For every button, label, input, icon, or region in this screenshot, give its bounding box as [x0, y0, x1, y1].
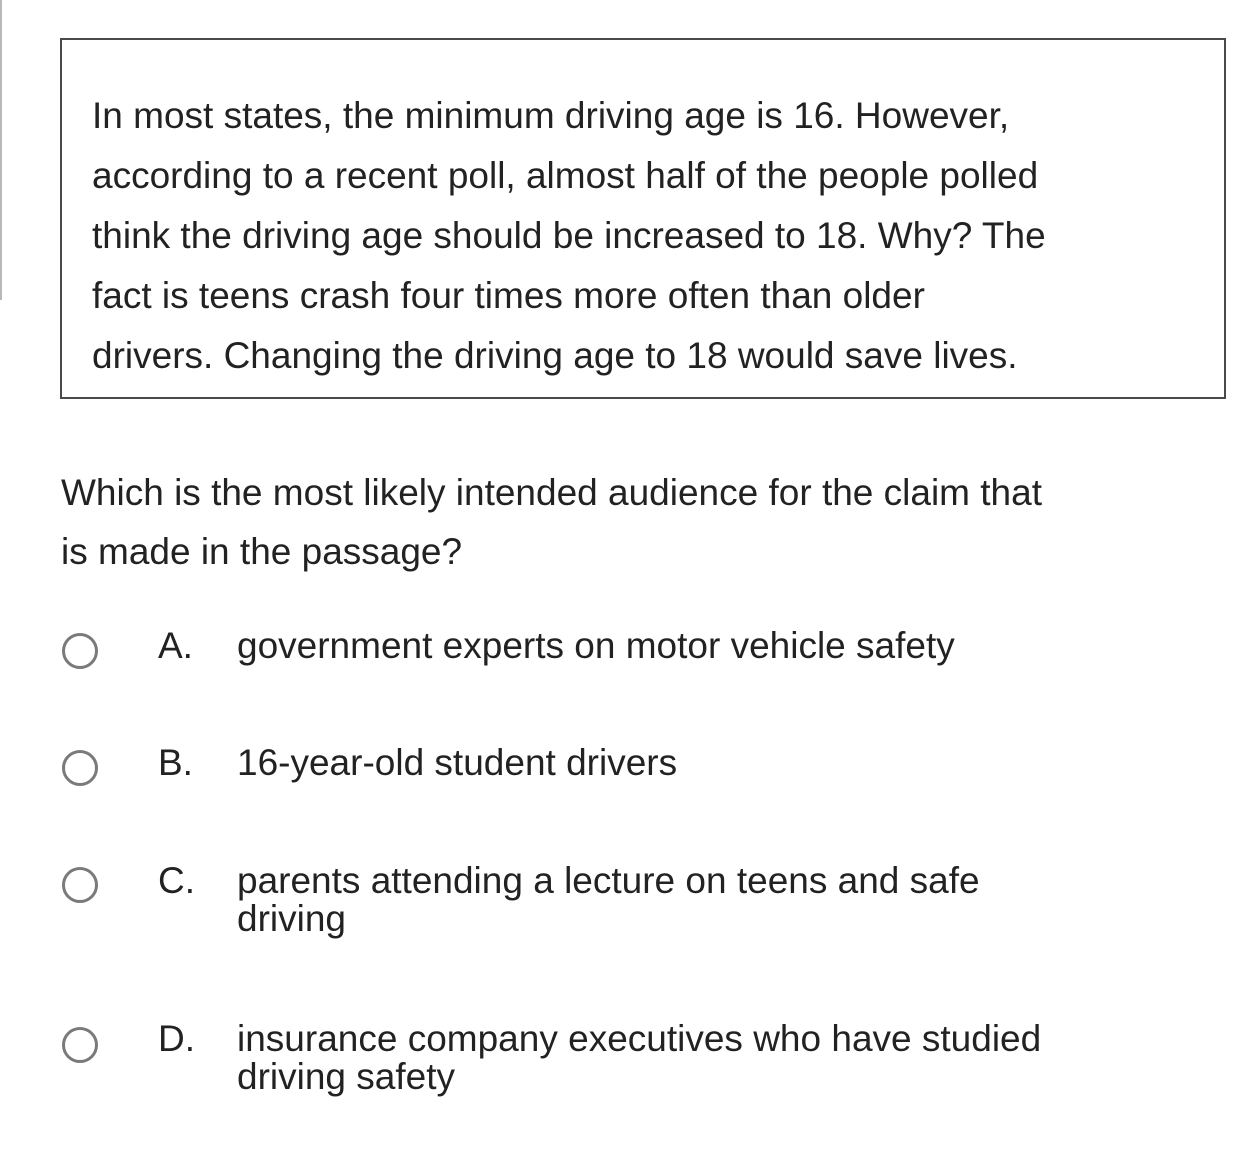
passage-line: according to a recent poll, almost half of the people polled — [92, 155, 1039, 196]
question-prompt — [61, 463, 1231, 581]
option-text: driving — [237, 898, 346, 939]
passage-line: fact is teens crash four times more often than older — [92, 275, 925, 316]
option-text: 16-year-old student drivers — [237, 742, 678, 783]
answer-option-a[interactable] — [62, 625, 1212, 675]
passage-line: In most states, the minimum driving age is 16. However, — [92, 95, 1010, 136]
option-letter: D. — [158, 1018, 195, 1059]
passage-line: think the driving age should be increased to 18. Why? The — [92, 215, 1046, 256]
radio-button-d[interactable] — [62, 1027, 98, 1063]
option-text: insurance company executives who have studied — [237, 1018, 1042, 1059]
radio-button-a[interactable] — [62, 633, 98, 669]
option-text: parents attending a lecture on teens and safe — [237, 860, 980, 901]
passage-line: drivers. Changing the driving age to 18 would save lives. — [92, 335, 1018, 376]
page-left-edge — [0, 0, 2, 300]
answer-option-b[interactable] — [62, 742, 1212, 792]
answer-option-d[interactable] — [62, 1018, 1212, 1103]
question-line: Which is the most likely intended audience for the claim that — [61, 472, 1042, 513]
passage-box — [60, 38, 1226, 399]
option-letter: C. — [158, 860, 195, 901]
option-text: government experts on motor vehicle safety — [237, 625, 955, 666]
option-letter: B. — [158, 742, 193, 783]
answer-option-c[interactable] — [62, 860, 1212, 945]
option-text: driving safety — [237, 1056, 455, 1097]
question-line: is made in the passage? — [61, 531, 463, 572]
radio-button-b[interactable] — [62, 750, 98, 786]
radio-button-c[interactable] — [62, 867, 98, 903]
option-letter: A. — [158, 625, 193, 666]
